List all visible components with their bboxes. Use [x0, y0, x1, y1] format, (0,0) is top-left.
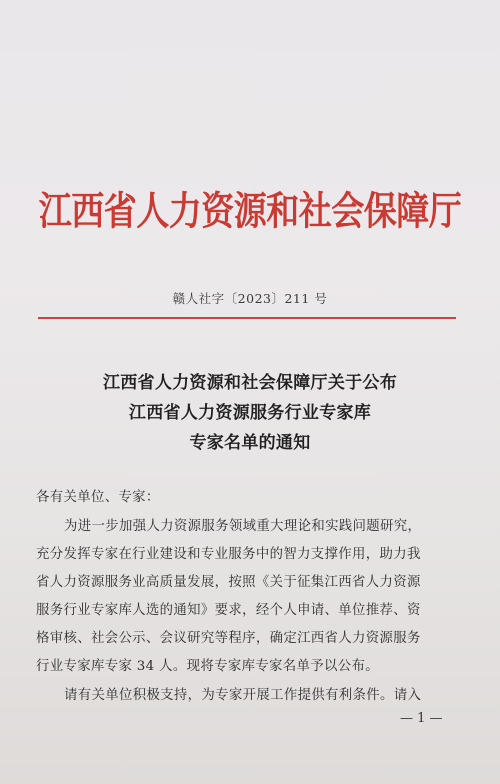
body-line: 行业专家库专家 34 人。现将专家库专家名单予以公布。	[36, 659, 379, 674]
notice-title-line-2: 江西省人力资源服务行业专家库	[128, 403, 372, 423]
body-line: 请有关单位积极支持，为专家开展工作提供有利条件。请入	[64, 688, 422, 703]
document-number: 赣人社字〔2023〕211 号	[172, 291, 328, 306]
issuer-masthead: 江西省人力资源和社会保障厅	[38, 188, 462, 235]
page-number: — 1 —	[400, 711, 443, 726]
body-line: 省人力资源服务业高质量发展，按照《关于征集江西省人力资源	[36, 575, 421, 590]
body-line: 为进一步加强人力资源服务领域重大理论和实践问题研究，	[64, 519, 422, 534]
salutation: 各有关单位、专家：	[36, 490, 160, 505]
notice-title-line-1: 江西省人力资源和社会保障厅关于公布	[102, 373, 398, 393]
body-line: 充分发挥专家在行业建设和专业服务中的智力支撑作用，助力我	[36, 547, 421, 562]
red-separator-line	[38, 317, 456, 319]
body-line: 服务行业专家库人选的通知》要求，经个人申请、单位推荐、资	[36, 603, 421, 618]
notice-title-line-3: 专家名单的通知	[189, 433, 311, 453]
body-line: 格审核、社会公示、会议研究等程序，确定江西省人力资源服务	[36, 631, 421, 646]
